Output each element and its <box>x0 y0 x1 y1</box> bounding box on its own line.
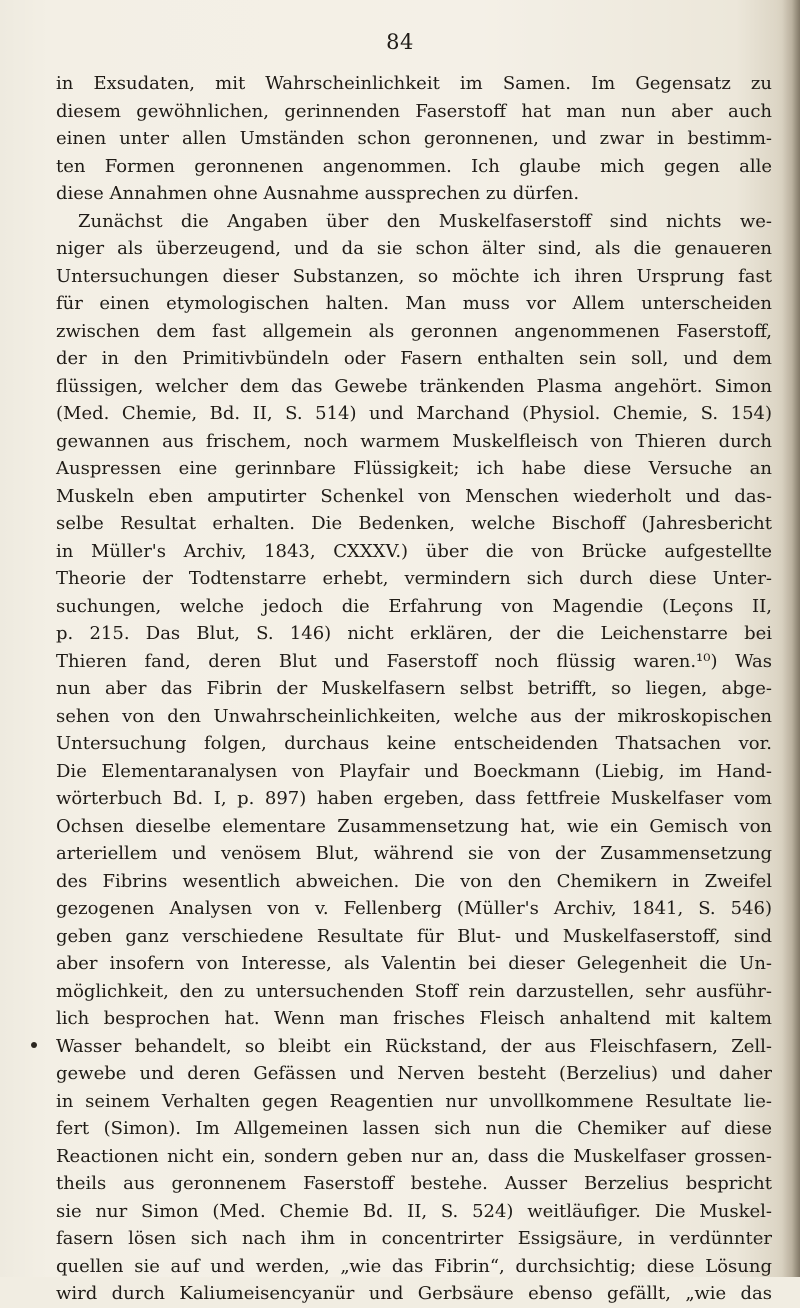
text-line: Wasser behandelt, so bleibt ein Rückstand, der aus Fleischfasern, Zell- <box>56 1035 772 1057</box>
text-line: sie nur Simon (Med. Chemie Bd. II, S. 524) weitläufiger. Die Muskel- <box>56 1200 772 1222</box>
text-line: wörterbuch Bd. I, p. 897) haben ergeben, dass fettfreie Muskelfaser vom <box>56 788 772 809</box>
text-line: in Exsudaten, mit Wahrscheinlichkeit im Samen. Im Gegensatz zu <box>56 73 772 94</box>
text-line: Thieren fand, deren Blut und Faserstoff noch flüssig waren.¹⁰) Was <box>56 650 772 672</box>
text-line: Reactionen nicht ein, sondern geben nur an, dass die Muskelfaser grossen- <box>56 1145 772 1167</box>
text-line: selbe Resultat erhalten. Die Bedenken, welche Bischoff (Jahresbericht <box>56 513 772 534</box>
text-line: möglichkeit, den zu untersuchenden Stoff rein darzustellen, sehr ausführ- <box>56 980 772 1002</box>
body-text <box>56 70 772 1308</box>
page-number: 84 <box>386 30 414 54</box>
text-line: Auspressen eine gerinnbare Flüssigkeit; ich habe diese Versuche an <box>56 458 772 479</box>
text-line: Die Elementaranalysen von Playfair und Boeckmann (Liebig, im Hand- <box>56 760 772 782</box>
text-line: des Fibrins wesentlich abweichen. Die von den Chemikern in Zweifel <box>56 870 772 892</box>
text-line: Muskeln eben amputirter Schenkel von Menschen wiederholt und das- <box>56 485 772 507</box>
text-line: arteriellem und venösem Blut, während sie von der Zusammensetzung <box>56 843 772 864</box>
text-line: p. 215. Das Blut, S. 146) nicht erklären, der die Leichenstarre bei <box>56 623 772 644</box>
text-line: theils aus geronnenem Faserstoff bestehe. Ausser Berzelius bespricht <box>56 1173 772 1194</box>
text-line: ten Formen geronnenen angenommen. Ich glaube mich gegen alle <box>56 155 772 177</box>
text-line: in seinem Verhalten gegen Reagentien nur unvollkommene Resultate lie- <box>56 1090 772 1112</box>
text-line: diesem gewöhnlichen, gerinnenden Faserstoff hat man nun aber auch <box>56 100 772 122</box>
text-line: quellen sie auf und werden, „wie das Fibrin“, durchsichtig; diese Lösung <box>56 1255 772 1277</box>
page-edge-shadow <box>782 0 800 1277</box>
text-line: suchungen, welche jedoch die Erfahrung von Magendie (Leçons II, <box>56 595 772 617</box>
text-line: der in den Primitivbündeln oder Fasern enthalten sein soll, und dem <box>56 348 772 369</box>
text-line: nun aber das Fibrin der Muskelfasern selbst betrifft, so liegen, abge- <box>56 678 772 699</box>
text-line: in Müller's Archiv, 1843, CXXXV.) über die von Brücke aufgestellte <box>56 540 772 562</box>
text-line: flüssigen, welcher dem das Gewebe tränkenden Plasma angehört. Simon <box>56 375 772 397</box>
text-line: Untersuchungen dieser Substanzen, so möchte ich ihren Ursprung fast <box>56 265 772 287</box>
text-line: aber insofern von Interesse, als Valentin bei dieser Gelegenheit die Un- <box>56 953 772 974</box>
margin-mark <box>31 1042 37 1048</box>
text-line: fert (Simon). Im Allgemeinen lassen sich nun die Chemiker auf diese <box>56 1118 772 1139</box>
text-line: niger als überzeugend, und da sie schon älter sind, als die genaueren <box>56 238 772 259</box>
text-line: wird durch Kaliumeisencyanür und Gerbsäure ebenso gefällt, „wie das <box>56 1283 772 1304</box>
text-line: (Med. Chemie, Bd. II, S. 514) und Marchand (Physiol. Chemie, S. 154) <box>56 403 772 424</box>
text-line: zwischen dem fast allgemein als geronnen angenommenen Faserstoff, <box>56 320 772 342</box>
text-line: gewannen aus frischem, noch warmem Muskelfleisch von Thieren durch <box>56 430 772 452</box>
text-line: diese Annahmen ohne Ausnahme aussprechen zu dürfen. <box>56 183 580 204</box>
text-line: einen unter allen Umständen schon geronnenen, und zwar in bestimm- <box>56 128 772 149</box>
text-line: für einen etymologischen halten. Man muss vor Allem unterscheiden <box>56 293 772 314</box>
text-line: lich besprochen hat. Wenn man frisches Fleisch anhaltend mit kaltem <box>56 1008 772 1029</box>
text-line: fasern lösen sich nach ihm in concentrirter Essigsäure, in verdünnter <box>56 1228 772 1249</box>
text-line: sehen von den Unwahrscheinlichkeiten, welche aus der mikroskopischen <box>56 705 772 727</box>
text-line: gezogenen Analysen von v. Fellenberg (Müller's Archiv, 1841, S. 546) <box>56 898 772 919</box>
text-line: Untersuchung folgen, durchaus keine entscheidenden Thatsachen vor. <box>56 733 772 754</box>
text-line: Ochsen dieselbe elementare Zusammensetzung hat, wie ein Gemisch von <box>56 815 772 837</box>
text-line: Theorie der Todtenstarre erhebt, vermindern sich durch diese Unter- <box>56 568 772 589</box>
text-line: gewebe und deren Gefässen und Nerven besteht (Berzelius) und daher <box>56 1063 772 1084</box>
text-line: geben ganz verschiedene Resultate für Blut- und Muskelfaserstoff, sind <box>56 925 772 947</box>
text-line: Zunächst die Angaben über den Muskelfaserstoff sind nichts we- <box>78 210 772 232</box>
